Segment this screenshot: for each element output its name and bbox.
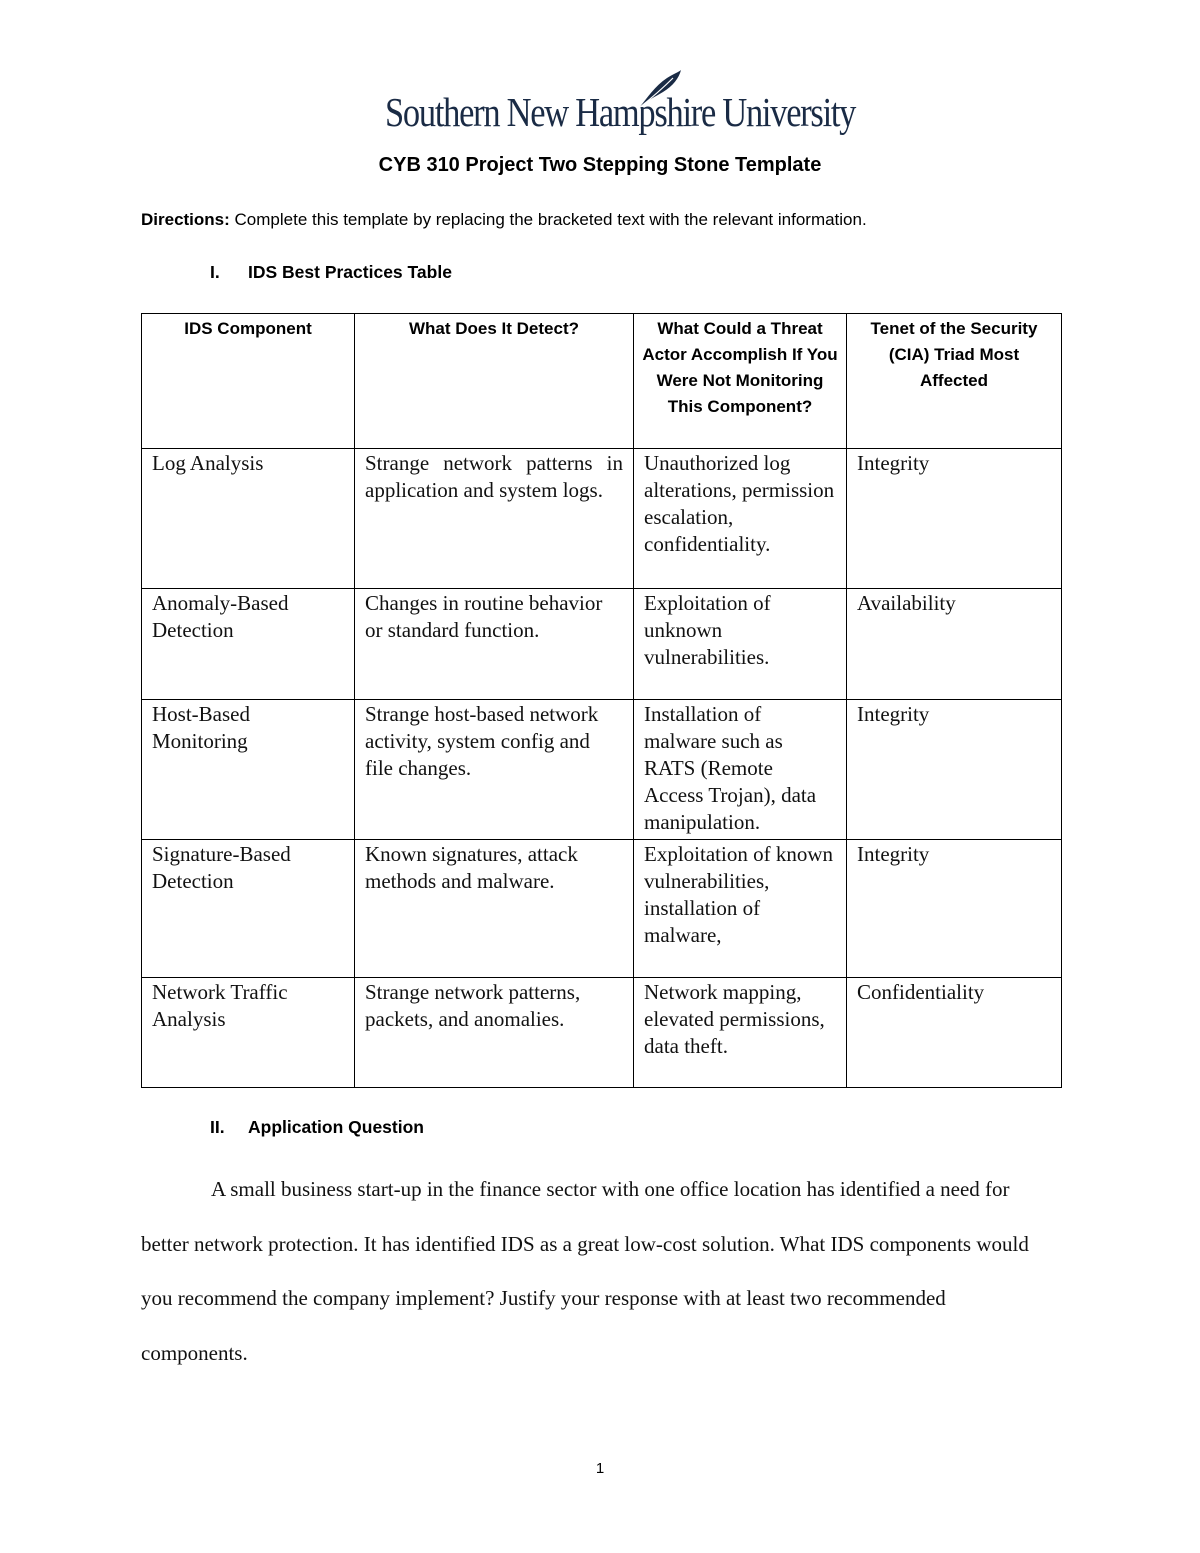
table-cell: Installation of malware such as RATS (Remote Access Trojan), data manipulation.	[634, 700, 847, 840]
table-cell: Integrity	[847, 700, 1062, 840]
column-header: IDS Component	[142, 314, 355, 449]
table-cell: Exploitation of unknown vulnerabilities.	[634, 589, 847, 700]
table-cell: Strange network patterns, packets, and anomalies.	[355, 978, 634, 1088]
table-cell: Confidentiality	[847, 978, 1062, 1088]
table-cell: Log Analysis	[142, 449, 355, 589]
table-cell: Integrity	[847, 449, 1062, 589]
table-cell: Exploitation of known vulnerabilities, installation of malware,	[634, 840, 847, 978]
table-cell: Changes in routine behavior or standard function.	[355, 589, 634, 700]
section-heading-2	[210, 1117, 424, 1138]
section-title: Application Question	[248, 1117, 424, 1137]
table-header-row	[142, 314, 1062, 449]
directions-text: Complete this template by replacing the bracketed text with the relevant information.	[234, 210, 867, 229]
table-row	[142, 449, 1062, 589]
table-cell: Anomaly-Based Detection	[142, 589, 355, 700]
table-cell: Network mapping, elevated permissions, data theft.	[634, 978, 847, 1088]
table-cell: Availability	[847, 589, 1062, 700]
university-logo	[385, 64, 856, 142]
column-header: What Does It Detect?	[355, 314, 634, 449]
table-cell: Known signatures, attack methods and malware.	[355, 840, 634, 978]
column-header: Tenet of the Security (CIA) Triad Most Affected	[847, 314, 1062, 449]
table-row	[142, 589, 1062, 700]
section-title: IDS Best Practices Table	[248, 262, 452, 282]
table-cell: Integrity	[847, 840, 1062, 978]
section-heading-1	[210, 262, 452, 283]
table-row	[142, 978, 1062, 1088]
application-question: A small business start-up in the finance sector with one office location has identified a need for better network protection. It has identified IDS as a great low-cost solution. What IDS components would you recommend the company implement? Justify your response with at least two recommended components.	[141, 1177, 1029, 1365]
table-cell: Unauthorized log alterations, permission escalation, confidentiality.	[634, 449, 847, 589]
logo-wordmark: Southern New Hampshire University	[385, 89, 856, 135]
table-cell: Strange network patterns in application and system logs.	[355, 449, 634, 589]
table-row	[142, 840, 1062, 978]
table-cell: Host-Based Monitoring	[142, 700, 355, 840]
table-cell: Strange host-based network activity, system config and file changes.	[355, 700, 634, 840]
directions-label: Directions:	[141, 210, 230, 229]
page-number: 1	[595, 1460, 605, 1477]
document-title: CYB 310 Project Two Stepping Stone Template	[378, 154, 822, 176]
section-number: II.	[210, 1117, 225, 1137]
table-cell: Network Traffic Analysis	[142, 978, 355, 1088]
ids-best-practices-table	[141, 313, 1062, 1088]
column-header: What Could a Threat Actor Accomplish If You Were Not Monitoring This Component?	[634, 314, 847, 449]
table-row	[142, 700, 1062, 840]
feather-icon	[633, 68, 683, 112]
section-number: I.	[210, 262, 220, 282]
directions	[141, 210, 867, 230]
table-cell: Signature-Based Detection	[142, 840, 355, 978]
